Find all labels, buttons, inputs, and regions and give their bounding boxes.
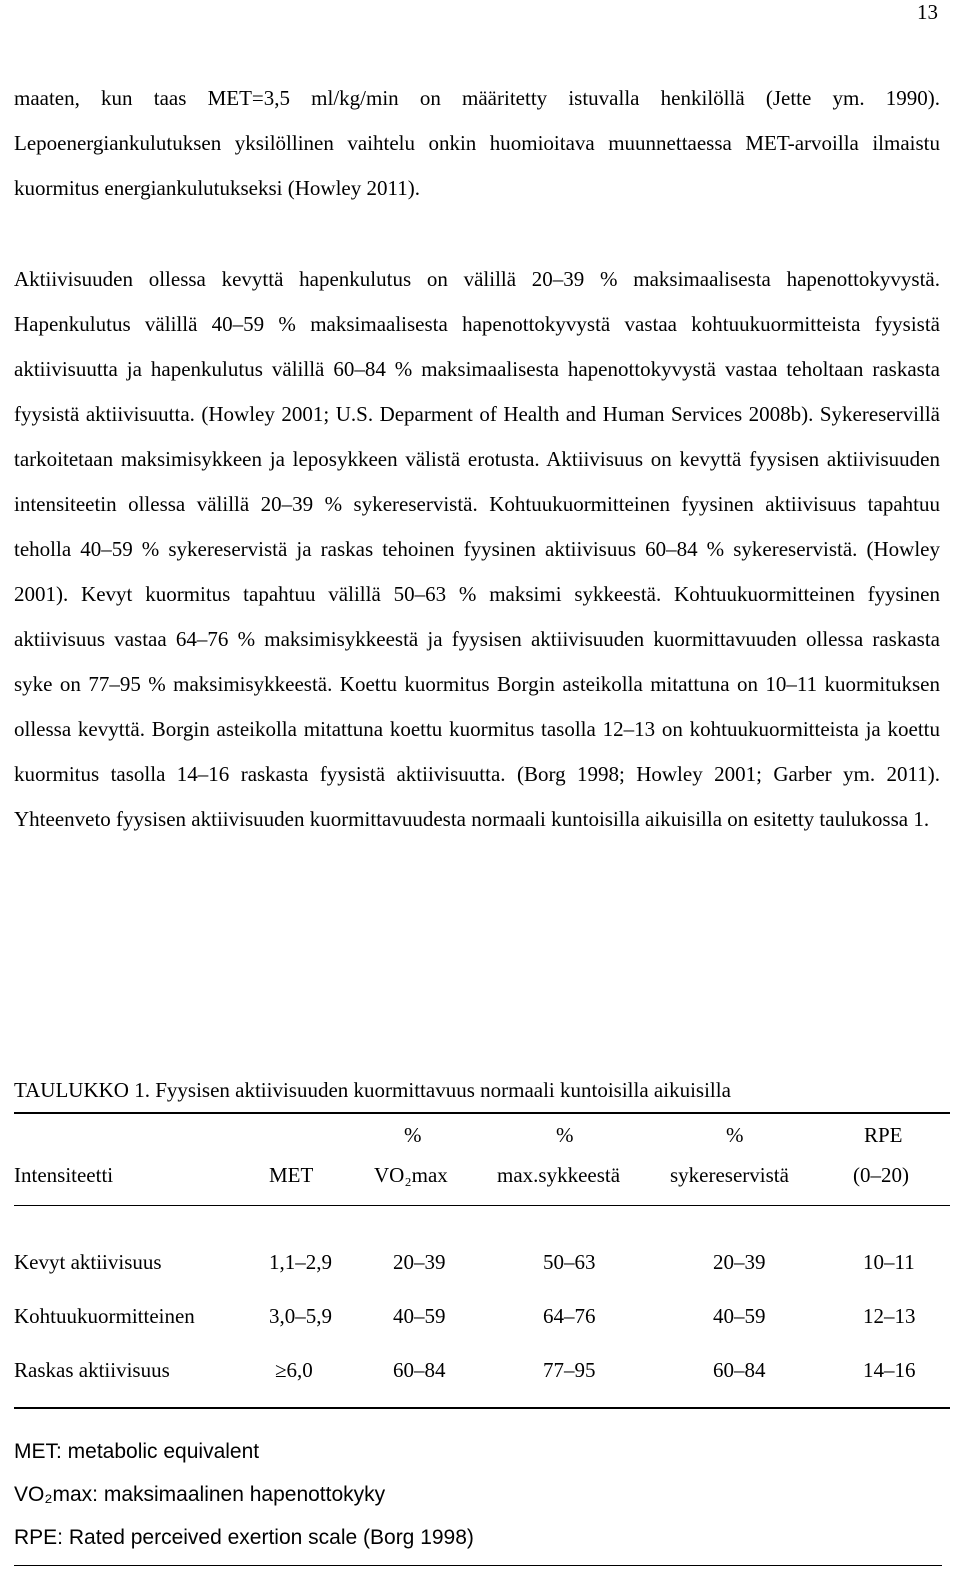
table-top-rule	[14, 1112, 950, 1114]
cell-met: 3,0–5,9	[269, 1304, 332, 1328]
cell-vo2max: 40–59	[393, 1304, 446, 1328]
table-note-rpe: RPE: Rated perceived exertion scale (Borg 1998)	[14, 1526, 474, 1549]
body-paragraph-1: maaten, kun taas MET=3,5 ml/kg/min on määritetty istuvalla henkilöllä (Jette ym. 1990). Lepoenergiankulutuksen yksilöllinen vaihtelu onkin huomioitava muunnettaessa MET-arvoilla ilmaistu kuormitus energiankulutukseksi (Howley 2011).	[14, 86, 940, 200]
table-note-vo2max: VO₂max: maksimaalinen hapenottokyky	[14, 1483, 386, 1506]
table-caption: TAULUKKO 1. Fyysisen aktiivisuuden kuormittavuus normaali kuntoisilla aikuisilla	[14, 1078, 731, 1102]
row-label: Raskas aktiivisuus	[14, 1358, 170, 1382]
table-note-met: MET: metabolic equivalent	[14, 1440, 260, 1463]
body-paragraph-2: Aktiivisuuden ollessa kevyttä hapenkulutus on välillä 20–39 % maksimaalisesta hapenottokyvystä. Hapenkulutus välillä 40–59 % maksimaalisesta hapenottokyvystä vastaa kohtuukuormitteista fyysistä aktiivisuutta ja hapenkulutus välillä 60–84 % maksimaalisesta hapenottokyvystä vastaa teholtaan raskasta fyysistä aktiivisuutta. (Howley 2001; U.S. Deparment of Health and Human Services 2008b). Sykereservillä tarkoitetaan maksimisykkeen ja leposykkeen välistä erotusta. Aktiivisuus on kevyttä fyysisen aktiivisuuden intensiteetin ollessa välillä 20–39 % sykereservistä. Kohtuukuormitteinen fyysinen aktiivisuus tapahtuu teholla 40–59 % sykereservistä ja raskas tehoinen fyysinen aktiivisuus 60–84 % sykereservistä. (Howley 2001). Kevyt kuormitus tapahtuu välillä 50–63 % maksimi sykkeestä. Kohtuukuormitteinen fyysinen aktiivisuus vastaa 64–76 % maksimisykkeestä ja fyysisen aktiivisuuden kuormittavuuden ollessa raskasta syke on 77–95 % maksimisykkeestä. Koettu kuormitus Borgin asteikolla mitattuna on 10–11 kuormituksen ollessa kevyttä. Borgin asteikolla mitattuna koettu kuormitus tasolla 12–13 on kohtuukuormitteista ja koettu kuormitus tasolla 14–16 raskasta fyysistä aktiivisuutta. (Borg 1998; Howley 2001; Garber ym. 2011). Yhteenveto fyysisen aktiivisuuden kuormittavuudesta normaali kuntoisilla aikuisilla on esitetty taulukossa 1.	[14, 267, 940, 831]
row-label: Kohtuukuormitteinen	[14, 1304, 195, 1328]
cell-hrr: 40–59	[713, 1304, 766, 1328]
cell-rpe: 12–13	[863, 1304, 916, 1328]
cell-maxhr: 64–76	[543, 1304, 596, 1328]
cell-maxhr: 50–63	[543, 1250, 596, 1274]
cell-vo2max: 20–39	[393, 1250, 446, 1274]
cell-rpe: 14–16	[863, 1358, 916, 1382]
cell-maxhr: 77–95	[543, 1358, 596, 1382]
header-vo2max: VO₂max	[374, 1163, 448, 1187]
header-top-vo2max: %	[404, 1123, 422, 1147]
cell-met: ≥6,0	[275, 1358, 313, 1382]
footer-rule	[14, 1565, 942, 1566]
table-bottom-rule	[14, 1407, 950, 1409]
header-met: MET	[269, 1163, 314, 1187]
row-label: Kevyt aktiivisuus	[14, 1250, 162, 1274]
cell-met: 1,1–2,9	[269, 1250, 332, 1274]
header-top-maxhr: %	[556, 1123, 574, 1147]
header-top-hrr: %	[726, 1123, 744, 1147]
cell-hrr: 60–84	[713, 1358, 766, 1382]
cell-hrr: 20–39	[713, 1250, 766, 1274]
table-header-rule	[14, 1205, 950, 1206]
page-number: 13	[917, 0, 938, 24]
cell-rpe: 10–11	[863, 1250, 915, 1274]
header-maxhr: max.sykkeestä	[497, 1163, 621, 1187]
header-hrr: sykereservistä	[670, 1163, 789, 1187]
cell-vo2max: 60–84	[393, 1358, 446, 1382]
header-intensity: Intensiteetti	[14, 1163, 114, 1187]
header-rpe: (0–20)	[853, 1163, 909, 1187]
header-top-rpe: RPE	[864, 1123, 903, 1147]
